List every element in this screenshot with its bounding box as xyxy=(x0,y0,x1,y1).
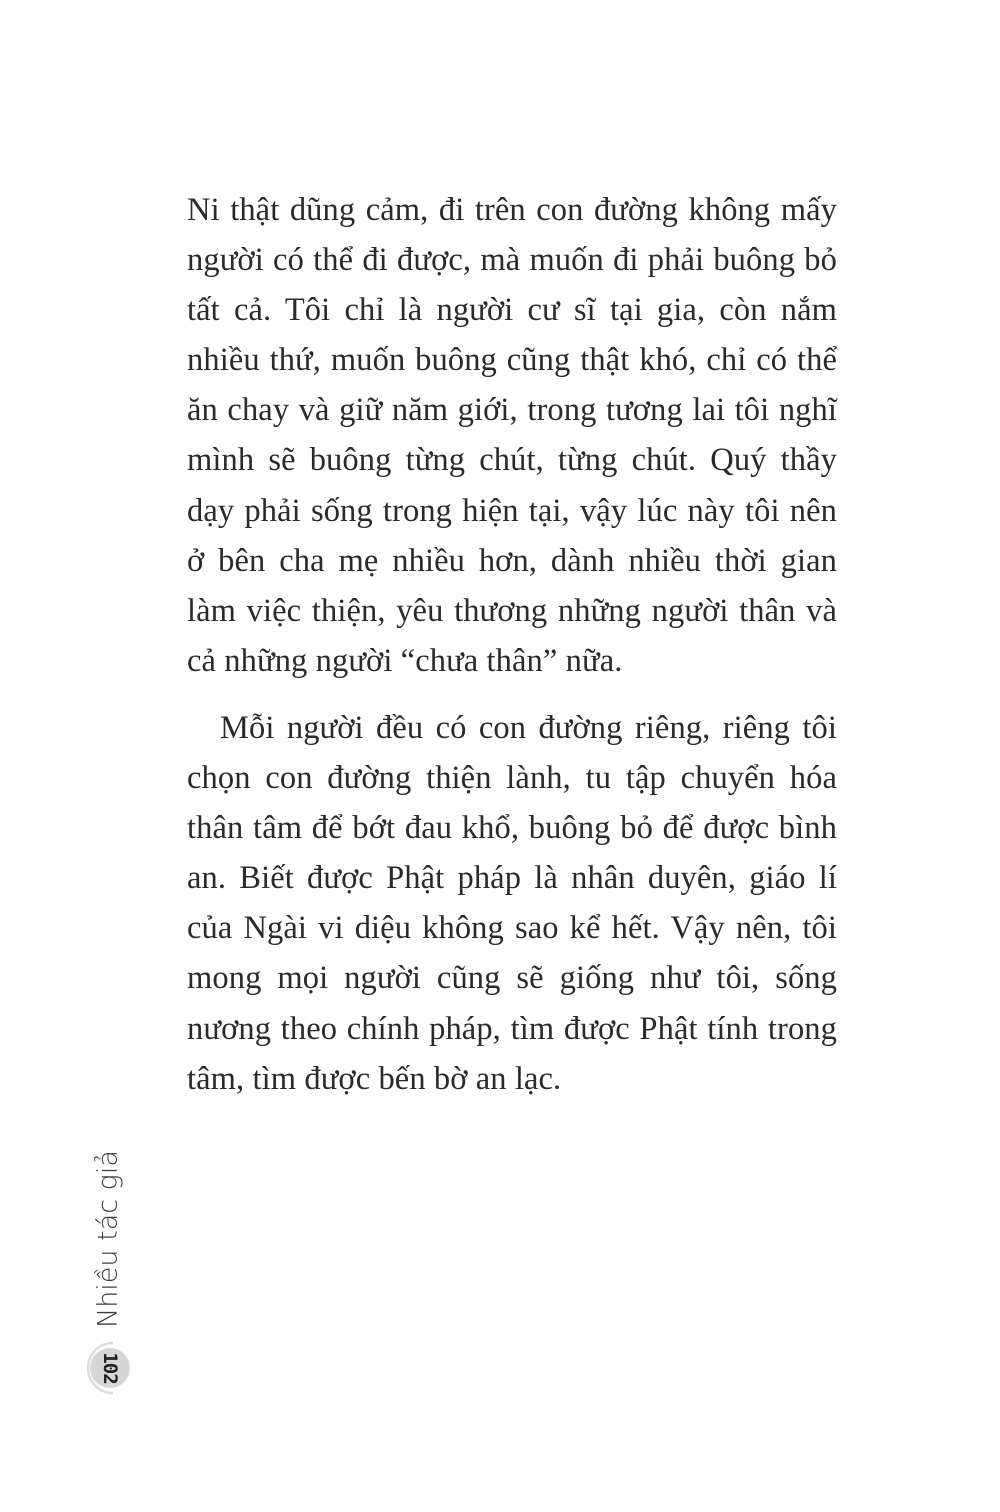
paragraph-2: Mỗi người đều có con đường riêng, riêng tôi chọn con đường thiện lành, tu tập chuyển hóa thân tâm để bớt đau khổ, buông bỏ để được bình an. Biết được Phật pháp là nhân duyên, giáo lí của Ngài vi diệu không sao kể hết. Vậy nên, tôi mong mọi người cũng sẽ giống như tôi, sống nương theo chính pháp, tìm được Phật tính trong tâm, tìm được bến bờ an lạc. xyxy=(187,709,837,1097)
main-text xyxy=(187,185,837,1104)
page-number-badge xyxy=(83,1340,133,1396)
page-number: 102 xyxy=(99,1352,121,1384)
paragraph-1: Ni thật dũng cảm, đi trên con đường không mấy người có thể đi được, mà muốn đi phải buông bỏ tất cả. Tôi chỉ là người cư sĩ tại gia, còn nắm nhiều thứ, muốn buông cũng thật khó, chỉ có thể ăn chay và giữ năm giới, trong tương lai tôi nghĩ mình sẽ buông từng chút, từng chút. Quý thầy dạy phải sống trong hiện tại, vậy lúc này tôi nên ở bên cha mẹ nhiều hơn, dành nhiều thời gian làm việc thiện, yêu thương những người thân và cả những người “chưa thân” nữa. xyxy=(187,192,837,679)
running-header-author xyxy=(86,1150,130,1328)
author-label: Nhiều tác giả xyxy=(92,1150,124,1328)
